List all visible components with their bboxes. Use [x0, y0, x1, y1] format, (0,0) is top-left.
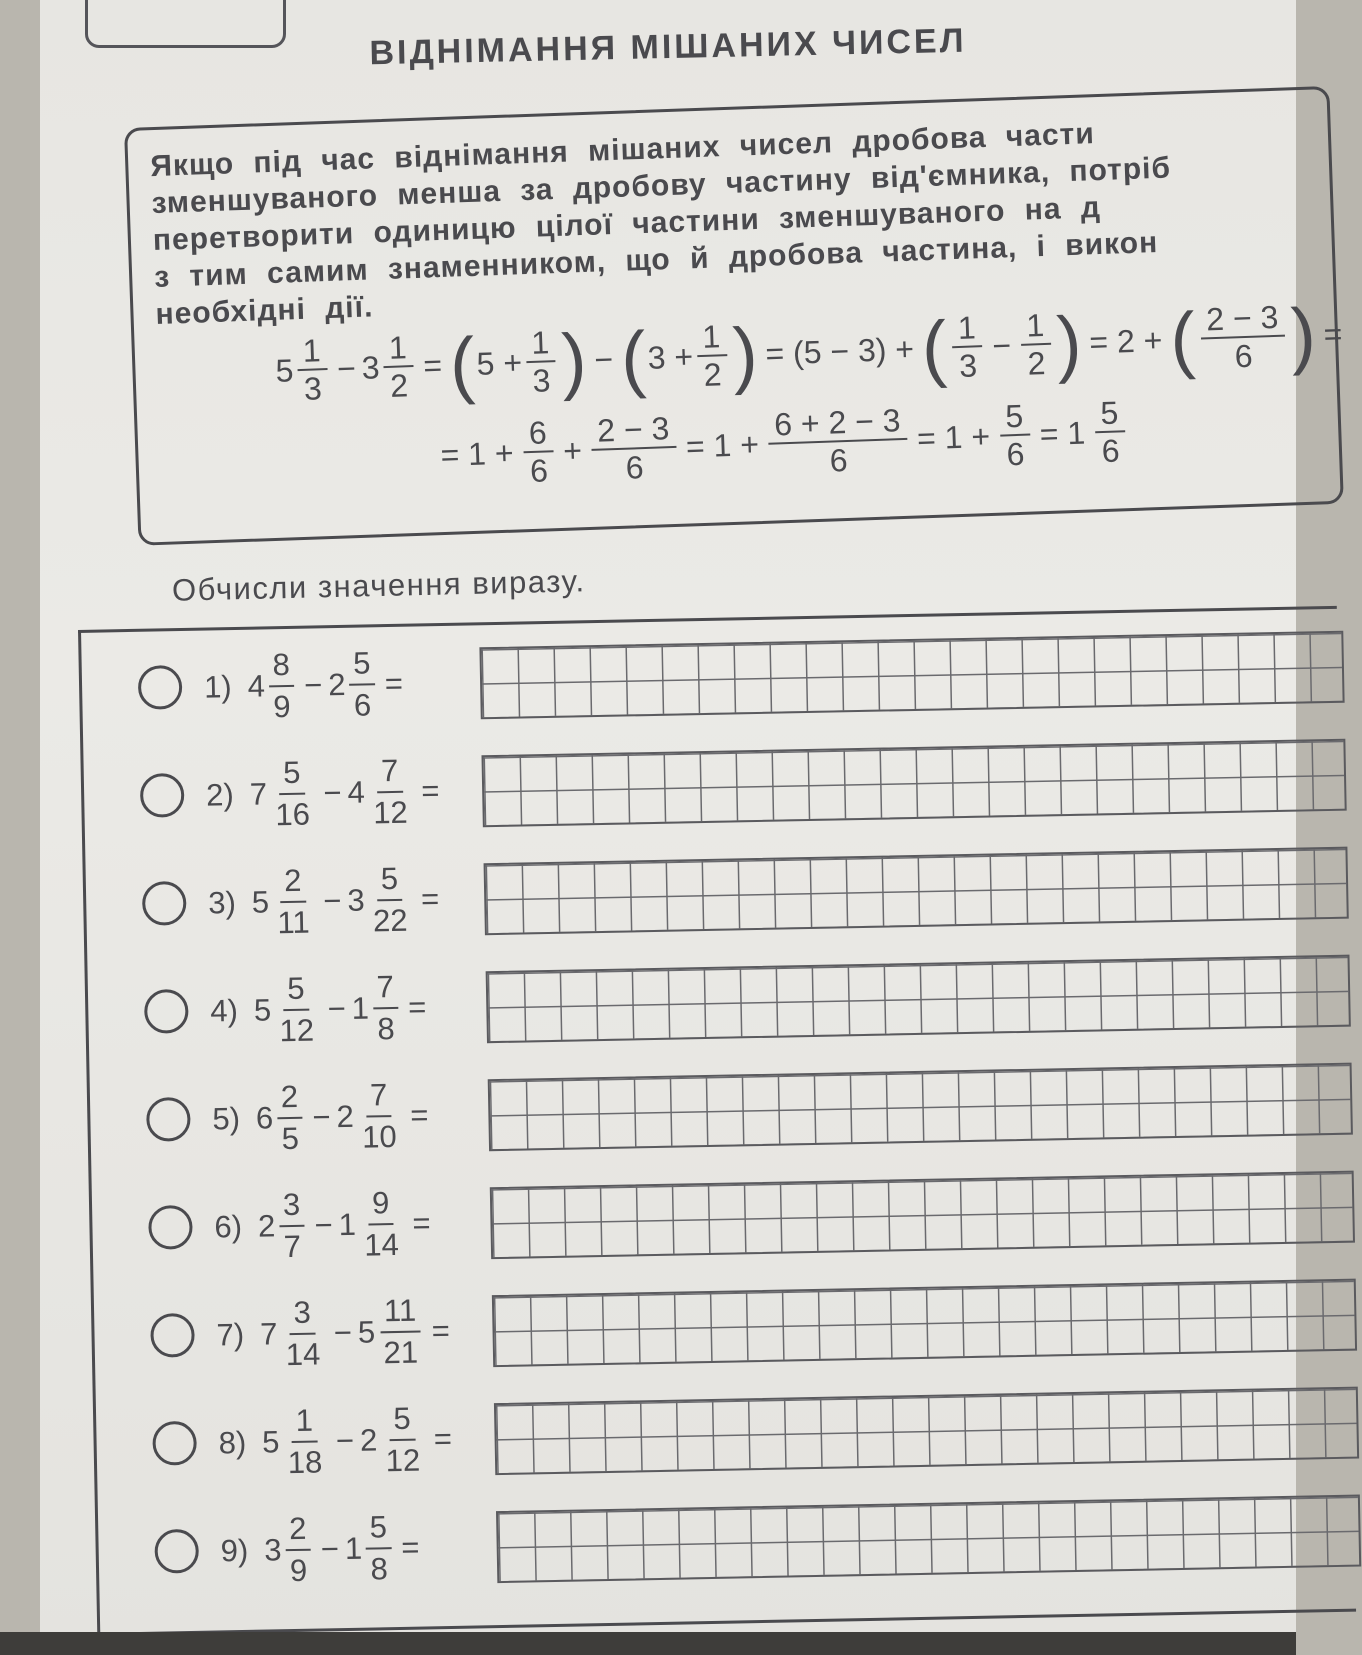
- minuend-whole: 2: [257, 1208, 276, 1244]
- ex-p1-num: 1: [525, 324, 556, 363]
- paren-open: (: [1168, 296, 1197, 381]
- task-number: 9): [220, 1532, 249, 1569]
- minuend-denominator: 18: [287, 1444, 323, 1481]
- ex2-f2-num: 2 − 3: [591, 410, 676, 451]
- equals-sign: =: [409, 1097, 429, 1133]
- minuend-numerator: 5: [283, 969, 309, 1011]
- subtrahend-whole: 2: [327, 666, 346, 703]
- ex-p4-den: 6: [1234, 337, 1254, 375]
- minuend-whole: 5: [251, 884, 270, 920]
- ex-tail: = 2 +: [1088, 321, 1163, 360]
- subtrahend-numerator: 11: [380, 1291, 421, 1334]
- minuend-denominator: 11: [277, 904, 311, 941]
- paren-open: (: [619, 315, 648, 400]
- subtrahend-whole: 4: [347, 774, 366, 810]
- ex2-f4-den: 6: [1006, 435, 1026, 473]
- ex-p2-num: 1: [696, 318, 727, 357]
- task-expression: [212, 1394, 459, 1489]
- ex-minus-3: −: [991, 326, 1012, 364]
- task-row: [98, 1481, 1356, 1607]
- subtrahend-whole: 5: [357, 1314, 376, 1350]
- ex2-f3-den: 6: [829, 441, 849, 479]
- subtrahend-denominator: 21: [383, 1334, 419, 1371]
- minus-sign: −: [303, 667, 323, 703]
- equals-sign: =: [407, 989, 427, 1025]
- ex-p3-fraction-2: [1020, 307, 1052, 382]
- minuend-denominator: 14: [285, 1336, 321, 1373]
- subtrahend-fraction: [349, 643, 376, 725]
- equals-sign: =: [384, 665, 404, 702]
- ex-end: =: [1322, 315, 1343, 352]
- task-number: 4): [210, 993, 239, 1029]
- answer-grid[interactable]: [486, 955, 1351, 1044]
- minuend-denominator: 9: [289, 1552, 308, 1589]
- task-expression: [197, 639, 409, 733]
- ex2-f5-num: 5: [1094, 394, 1125, 433]
- rule-text: Якщо під час віднімання мішаних чисел дробова части зменшуваного менша за дробову частину від'ємника, потріб перетворити одиницю цілої частини зменшуваного на д з тим самим знаменником, що й дробова частина, і викон необхідні дії.: [149, 117, 1172, 332]
- minus-sign: −: [312, 1099, 331, 1135]
- ex-p2-fraction: [696, 318, 728, 393]
- ex-p4-fraction: [1200, 299, 1287, 376]
- task-row: [83, 725, 1341, 851]
- workbook-page: [40, 0, 1343, 1655]
- minuend-fraction: [270, 753, 314, 836]
- answer-grid[interactable]: [479, 631, 1344, 720]
- ex-p1-den: 3: [532, 362, 552, 399]
- ex2-eq1: = 1 +: [685, 425, 760, 465]
- ex-eq: =: [422, 346, 443, 384]
- subtrahend-fraction: [380, 1399, 424, 1482]
- task-instruction: Обчисли значення виразу.: [171, 563, 586, 608]
- ex-p3-num1: 1: [951, 309, 982, 348]
- minus-sign: −: [322, 882, 342, 919]
- check-circle[interactable]: [152, 1421, 197, 1466]
- subtrahend-denominator: 12: [372, 794, 409, 831]
- rule-box: [124, 86, 1344, 546]
- minuend-numerator: 2: [280, 861, 306, 903]
- ex2-f4: [999, 398, 1031, 473]
- answer-grid[interactable]: [488, 1063, 1353, 1152]
- subtrahend-numerator: 7: [372, 967, 398, 1009]
- subtrahend-denominator: 8: [377, 1010, 395, 1047]
- ex-p3-num2: 1: [1020, 307, 1051, 346]
- task-expression: [201, 854, 446, 949]
- ex2-f4-num: 5: [999, 398, 1030, 437]
- minuend-numerator: 3: [289, 1293, 315, 1335]
- minuend-fraction: [274, 968, 318, 1051]
- task-expression: [199, 746, 446, 841]
- minuend-numerator: 1: [291, 1401, 317, 1443]
- paren-close: ): [731, 312, 759, 396]
- minuend-whole: 5: [261, 1424, 280, 1460]
- minuend-fraction: [268, 645, 295, 727]
- minuend-whole: 3: [263, 1532, 282, 1568]
- check-circle[interactable]: [142, 881, 187, 926]
- task-expression: [206, 1070, 436, 1164]
- ex2-f5-den: 6: [1101, 432, 1121, 470]
- subtrahend-numerator: 7: [366, 1075, 392, 1117]
- ex2-plus: +: [562, 431, 583, 469]
- paren-close: ): [1289, 292, 1318, 377]
- minuend-numerator: 2: [285, 1509, 311, 1551]
- equals-sign: =: [431, 1312, 451, 1349]
- subtrahend-numerator: 5: [349, 643, 375, 685]
- task-row: [96, 1373, 1354, 1499]
- check-circle[interactable]: [154, 1529, 199, 1574]
- minus-sign: −: [333, 1314, 353, 1351]
- subtrahend-denominator: 6: [353, 687, 372, 723]
- equals-sign: =: [420, 773, 440, 809]
- ex2-f2-den: 6: [625, 449, 645, 486]
- ex-a-whole: 5: [274, 351, 294, 389]
- ex2-f1: [522, 414, 554, 489]
- task-number: 1): [203, 669, 233, 705]
- subtrahend-fraction: [372, 967, 399, 1049]
- minuend-denominator: 12: [279, 1012, 315, 1049]
- minus-sign: −: [335, 1422, 355, 1459]
- ex-a-fraction: [296, 332, 328, 407]
- task-expression: [214, 1503, 426, 1597]
- minuend-numerator: 2: [276, 1077, 302, 1119]
- minus-sign: −: [323, 774, 342, 811]
- answer-grid[interactable]: [490, 1171, 1355, 1260]
- ex2-f3-num: 6 + 2 − 3: [768, 402, 908, 445]
- subtrahend-whole: 1: [351, 990, 370, 1026]
- ex2-f5: [1094, 394, 1126, 469]
- task-row: [94, 1265, 1352, 1391]
- ex-b-fraction: [382, 329, 414, 404]
- minuend-whole: 7: [249, 776, 268, 812]
- subtrahend-fraction: [368, 859, 412, 942]
- minuend-denominator: 7: [283, 1228, 302, 1265]
- answer-grid[interactable]: [484, 847, 1349, 936]
- task-number: 8): [218, 1424, 247, 1461]
- minuend-fraction: [283, 1400, 327, 1483]
- ex-p2: 3 +: [647, 337, 694, 376]
- answer-grid[interactable]: [496, 1495, 1361, 1584]
- ex2-f1-num: 6: [522, 414, 553, 453]
- minuend-denominator: 9: [273, 688, 291, 725]
- task-expression: [210, 1286, 457, 1381]
- subtrahend-fraction: [378, 1291, 422, 1374]
- check-circle[interactable]: [146, 1097, 191, 1142]
- minus-sign: −: [314, 1207, 333, 1243]
- minuend-numerator: 8: [268, 645, 294, 687]
- subtrahend-numerator: 9: [368, 1183, 394, 1225]
- subtrahend-whole: 3: [347, 882, 365, 918]
- subtrahend-numerator: 5: [365, 1507, 391, 1549]
- subtrahend-denominator: 14: [363, 1226, 400, 1263]
- minuend-numerator: 5: [279, 753, 305, 795]
- subtrahend-whole: 1: [344, 1530, 363, 1567]
- subtrahend-denominator: 10: [361, 1118, 398, 1155]
- subtrahend-denominator: 22: [372, 902, 408, 939]
- task-row: [90, 1049, 1348, 1175]
- equals-sign: =: [433, 1420, 453, 1457]
- ex-p4-num: 2 − 3: [1200, 299, 1285, 340]
- ex2-f2: [591, 410, 678, 487]
- subtrahend-denominator: 12: [385, 1442, 421, 1479]
- answer-grid[interactable]: [481, 739, 1346, 828]
- ex-mid: = (5 − 3) +: [764, 330, 915, 372]
- minuend-whole: 5: [253, 992, 272, 1028]
- minuend-whole: 4: [247, 668, 266, 704]
- task-expression: [208, 1178, 438, 1272]
- minuend-whole: 7: [259, 1316, 278, 1352]
- minuend-fraction: [281, 1292, 325, 1375]
- subtrahend-whole: 1: [338, 1206, 357, 1243]
- check-circle[interactable]: [138, 665, 183, 710]
- task-number: 3): [207, 885, 237, 921]
- page-title: ВІДНІМАННЯ МІШАНИХ ЧИСЕЛ: [369, 21, 967, 73]
- answer-grid[interactable]: [492, 1279, 1357, 1368]
- minuend-denominator: 16: [275, 796, 311, 833]
- subtrahend-fraction: [368, 751, 412, 834]
- task-number: 7): [216, 1316, 245, 1353]
- ex-b-whole: 3: [361, 348, 381, 386]
- ex-p3-fraction-1: [951, 309, 983, 384]
- paren-close: ): [560, 318, 588, 402]
- minuend-whole: 6: [255, 1100, 274, 1136]
- minuend-numerator: 3: [279, 1185, 305, 1227]
- ex-a-den: 3: [303, 370, 323, 407]
- subtrahend-denominator: 8: [370, 1551, 389, 1587]
- example-line-2: [433, 394, 1130, 492]
- ex-p3-den1: 3: [958, 347, 978, 384]
- subtrahend-whole: 2: [336, 1098, 355, 1135]
- task-row: [87, 941, 1345, 1067]
- paren-close: ): [1055, 300, 1083, 385]
- ex-p1: 5 +: [476, 343, 523, 382]
- paren-open: (: [448, 321, 477, 406]
- subtrahend-numerator: 5: [376, 859, 402, 901]
- check-circle[interactable]: [150, 1313, 195, 1358]
- equals-sign: =: [401, 1529, 420, 1565]
- ex2-eq2: = 1 +: [916, 417, 991, 456]
- task-box: [78, 606, 1356, 1636]
- minuend-fraction: [285, 1509, 312, 1591]
- task-number: 6): [214, 1208, 243, 1245]
- check-circle[interactable]: [148, 1205, 193, 1250]
- subtrahend-numerator: 7: [377, 751, 403, 793]
- subtrahend-numerator: 5: [389, 1399, 415, 1441]
- ex2-start: = 1 +: [439, 434, 515, 473]
- subtrahend-whole: 2: [359, 1422, 378, 1458]
- ex2-f3: [768, 402, 909, 481]
- ex-a-num: 1: [296, 332, 327, 371]
- check-circle[interactable]: [144, 989, 189, 1034]
- answer-grid[interactable]: [494, 1387, 1359, 1476]
- task-row: [92, 1157, 1350, 1283]
- ex-minus: −: [336, 349, 357, 387]
- equals-sign: =: [420, 881, 440, 917]
- task-number: 2): [205, 777, 235, 813]
- paren-open: (: [920, 305, 948, 390]
- task-row: [81, 617, 1339, 743]
- page-edge-shadow: [0, 1632, 1296, 1655]
- ex-p1-fraction: [525, 324, 557, 399]
- task-expression: [203, 962, 433, 1056]
- ex-b-den: 2: [389, 367, 409, 404]
- task-row: [85, 833, 1343, 959]
- task-number: 5): [212, 1100, 241, 1137]
- subtrahend-fraction: [357, 1075, 401, 1158]
- minuend-fraction: [279, 1185, 306, 1267]
- equals-sign: =: [412, 1205, 431, 1241]
- minus-sign: −: [320, 1531, 340, 1567]
- minuend-fraction: [276, 1077, 303, 1159]
- minuend-fraction: [272, 861, 314, 944]
- subtrahend-fraction: [365, 1507, 392, 1589]
- minus-sign: −: [327, 990, 347, 1027]
- check-circle[interactable]: [140, 773, 185, 818]
- ex-p3-den2: 2: [1027, 344, 1047, 382]
- ex2-f1-den: 6: [529, 452, 549, 490]
- ex2-eq3: = 1: [1039, 414, 1086, 452]
- ex-b-num: 1: [382, 329, 413, 368]
- subtrahend-fraction: [359, 1183, 403, 1266]
- ex-p2-den: 2: [703, 356, 723, 393]
- ex-minus-2: −: [593, 340, 614, 378]
- minuend-denominator: 5: [281, 1120, 300, 1157]
